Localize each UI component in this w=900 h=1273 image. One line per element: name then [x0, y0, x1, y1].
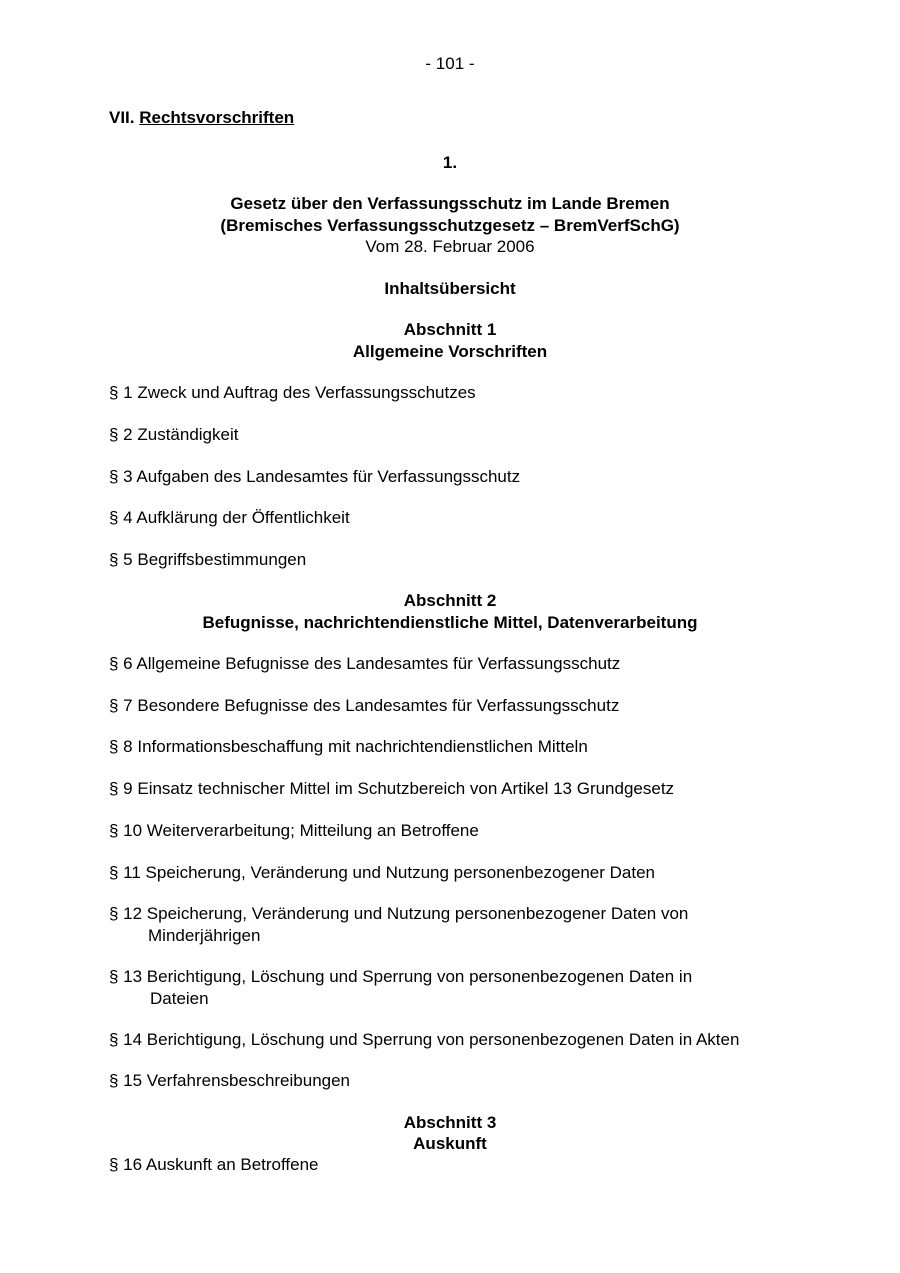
section-3-heading: Abschnitt 3 [403, 1113, 497, 1132]
toc-item: § 11 Speicherung, Veränderung und Nutzung personenbezogener Daten [109, 863, 655, 882]
section-2-title: Befugnisse, nachrichtendienstliche Mittel, Datenverarbeitung [202, 613, 698, 632]
toc-item: § 9 Einsatz technischer Mittel im Schutzbereich von Artikel 13 Grundgesetz [109, 779, 675, 798]
toc-item: § 10 Weiterverarbeitung; Mitteilung an Betroffene [109, 821, 479, 840]
section-3-title: Auskunft [413, 1134, 487, 1153]
toc-item: § 1 Zweck und Auftrag des Verfassungsschutzes [109, 383, 476, 402]
toc-item: § 4 Aufklärung der Öffentlichkeit [109, 508, 350, 527]
chapter-numeral: VII. [109, 108, 135, 127]
law-title: Gesetz über den Verfassungsschutz im Lande Bremen [230, 194, 670, 213]
toc-item: § 7 Besondere Befugnisse des Landesamtes für Verfassungsschutz [109, 696, 620, 715]
toc-item-multiline [109, 966, 809, 1010]
toc-item-continuation: Dateien [150, 989, 209, 1008]
section-1-title: Allgemeine Vorschriften [352, 342, 548, 361]
toc-item: § 6 Allgemeine Befugnisse des Landesamtes für Verfassungsschutz [109, 654, 621, 673]
toc-item-line: § 12 Speicherung, Veränderung und Nutzung personenbezogener Daten von [109, 904, 689, 923]
page-number: - 101 - [425, 54, 475, 73]
section-2-heading: Abschnitt 2 [403, 591, 497, 610]
toc-item: § 15 Verfahrensbeschreibungen [109, 1071, 351, 1090]
section-1-heading: Abschnitt 1 [403, 320, 497, 339]
toc-item-line: § 13 Berichtigung, Löschung und Sperrung von personenbezogenen Daten in [109, 967, 693, 986]
toc-item: § 8 Informationsbeschaffung mit nachrichtendienstlichen Mitteln [109, 737, 588, 756]
toc-item: § 2 Zuständigkeit [109, 425, 239, 444]
law-number: 1. [442, 153, 458, 172]
law-date: Vom 28. Februar 2006 [365, 237, 535, 256]
toc-item: § 16 Auskunft an Betroffene [109, 1155, 319, 1174]
toc-item: § 5 Begriffsbestimmungen [109, 550, 307, 569]
chapter-title: Rechtsvorschriften [139, 108, 295, 127]
law-subtitle: (Bremisches Verfassungsschutzgesetz – BremVerfSchG) [220, 216, 680, 235]
toc-heading: Inhaltsübersicht [384, 279, 516, 298]
toc-item-continuation: Minderjährigen [148, 926, 261, 945]
toc-item-multiline [109, 903, 809, 947]
toc-item: § 14 Berichtigung, Löschung und Sperrung von personenbezogenen Daten in Akten [109, 1030, 740, 1049]
toc-item: § 3 Aufgaben des Landesamtes für Verfassungsschutz [109, 467, 521, 486]
chapter-heading [109, 107, 294, 129]
